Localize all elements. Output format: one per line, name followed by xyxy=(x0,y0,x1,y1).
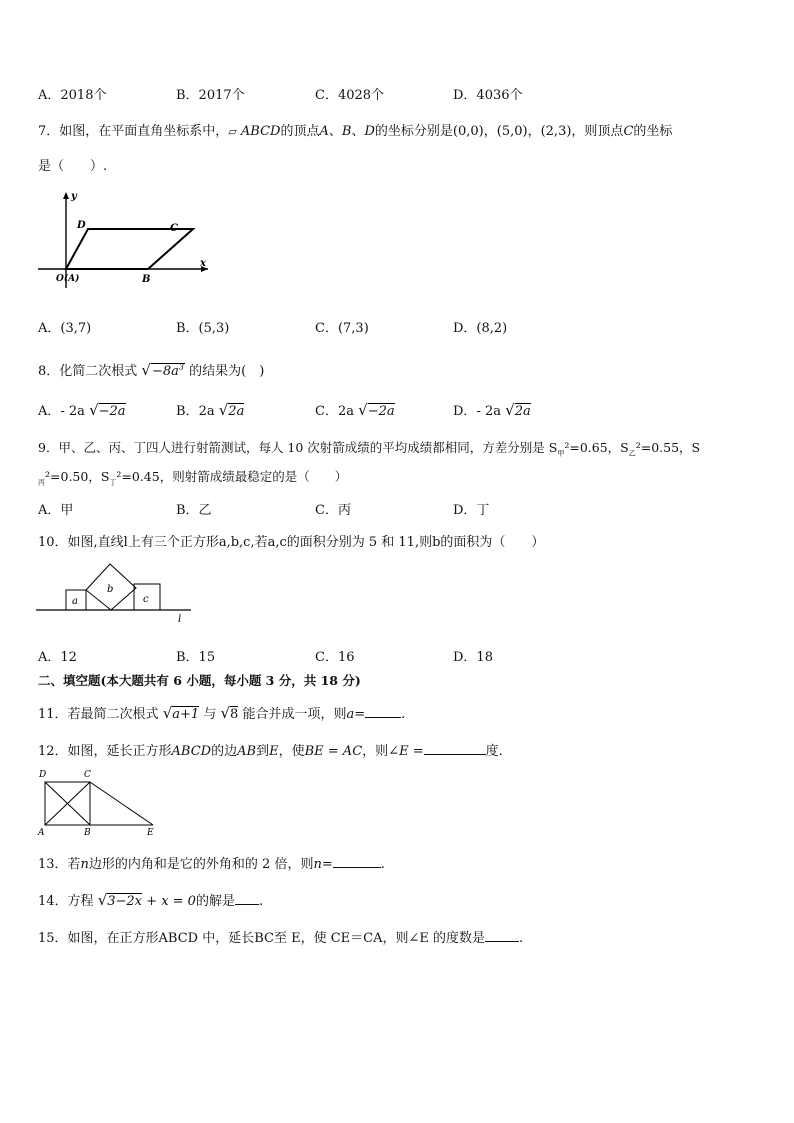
q14-pre: 14．方程 xyxy=(38,894,94,909)
q6-option-c: C．4028个 xyxy=(315,88,385,103)
q12-mid5: = xyxy=(408,744,424,759)
q12-label-c: C xyxy=(84,770,91,780)
q13-n2: n xyxy=(313,857,322,872)
q10-option-c: C．16 xyxy=(315,650,355,665)
q8-c-radicand: −2a xyxy=(367,404,395,419)
q8-b-coef: 2a xyxy=(198,404,215,419)
q7-label-d: D xyxy=(77,220,86,231)
q12-segment: AB xyxy=(237,744,257,759)
q11-mid: 与 xyxy=(203,707,217,722)
q13-n: n xyxy=(80,857,89,872)
q12-pre: 12．如图，延长正方形 xyxy=(38,744,172,759)
question-11: 11．若最简二次根式 √a+1 与 √8 能合并成一项，则a= . xyxy=(38,704,406,722)
q10-option-d: D．18 xyxy=(453,650,493,665)
q12-label-a: A xyxy=(38,828,45,838)
q7-label-o: O(A) xyxy=(56,274,80,284)
q12-point-e: E xyxy=(269,744,279,759)
q11-radicand-2: 8 xyxy=(230,707,239,722)
q7-coord2: (5,0) xyxy=(496,124,528,139)
q8-b-letter: B． xyxy=(176,404,199,419)
q13-pre: 13．若 xyxy=(38,857,81,872)
q7-coord3: (2,3) xyxy=(540,124,572,139)
q8-d-letter: D． xyxy=(453,404,477,419)
q12-angle-e: E xyxy=(399,744,409,759)
q7-label-b: B xyxy=(142,274,151,285)
q12-label-b: B xyxy=(84,828,91,838)
q7-mid: 的顶点 xyxy=(280,124,320,139)
q8-radical: $√-8a^3$ xyxy=(141,361,184,379)
q8-c-coef: 2a xyxy=(337,404,354,419)
q7-option-b: B．(5,3) xyxy=(176,321,230,336)
q8-b-radicand: 2a xyxy=(228,404,245,419)
q12-mid3: ，使 xyxy=(278,744,305,759)
question-7-line2: 是（ ）. xyxy=(38,159,108,174)
q7-y-axis-label: y xyxy=(71,191,77,202)
q8-option-d: D．- 2a √2a xyxy=(453,401,531,419)
q14-post-a: 的解是 xyxy=(195,894,235,909)
q9-option-d: D．丁 xyxy=(453,503,490,518)
q13-mid: 边形的内角和是它的外角和的 2 倍，则 xyxy=(88,857,314,872)
q7-comma1: ， xyxy=(483,124,497,139)
q6-option-b: B．2017个 xyxy=(176,88,245,103)
section-2-title: 二、填空题(本大题共有 6 小题，每小题 3 分，共 18 分) xyxy=(38,673,361,688)
q7-point-c: C xyxy=(623,124,634,139)
q9-text-c: ²=0.55，S xyxy=(635,440,701,455)
q13-post: . xyxy=(380,857,385,872)
q7-post-pre: ，则顶点 xyxy=(571,124,624,139)
q14-equation-rest: + x = 0 xyxy=(146,894,196,909)
q13-eq: = xyxy=(321,857,333,872)
q10-option-b: B．15 xyxy=(176,650,216,665)
q8-d-coef: - 2a xyxy=(476,404,501,419)
q7-option-c: C．(7,3) xyxy=(315,321,369,336)
q12-mid2: 到 xyxy=(256,744,270,759)
q7-option-d: D．(8,2) xyxy=(453,321,508,336)
q9-option-b: B．乙 xyxy=(176,503,212,518)
q12-square-figure xyxy=(36,767,166,839)
q9-sub-bing: 丙 xyxy=(38,478,45,487)
question-12 xyxy=(38,740,503,759)
q9-option-a: A．甲 xyxy=(38,503,74,518)
q8-option-a: A．- 2a √−2a xyxy=(38,401,126,419)
q10-label-b: b xyxy=(107,584,114,595)
q11-post-c: . xyxy=(401,707,406,722)
q12-square-name: ABCD xyxy=(171,744,212,759)
q11-post-a: 能合并成一项，则 xyxy=(242,707,347,722)
parallelogram-symbol: ▱ xyxy=(228,125,237,138)
question-15 xyxy=(38,927,523,946)
q7-pre: 7．如图，在平面直角坐标系中， xyxy=(38,124,229,139)
q11-answer-blank xyxy=(365,705,401,718)
question-9-line2 xyxy=(38,467,347,488)
q7-point-d: D xyxy=(364,124,375,139)
q8-c-letter: C． xyxy=(315,404,338,419)
q12-mid1: 的边 xyxy=(211,744,238,759)
q14-answer-blank xyxy=(235,892,259,905)
question-9-line1 xyxy=(38,438,700,459)
q7-sep2: 、 xyxy=(351,124,365,139)
q8-radicand: −8a xyxy=(151,364,179,379)
q14-post-b: . xyxy=(258,894,264,909)
q12-post: 度. xyxy=(485,744,503,759)
q8-a-letter: A． xyxy=(38,404,61,419)
q12-answer-blank xyxy=(424,742,486,755)
q12-label-d: D xyxy=(39,770,47,780)
q8-a-radicand: −2a xyxy=(98,404,126,419)
q11-post-b: = xyxy=(354,707,366,722)
q7-x-axis-label: x xyxy=(200,258,206,269)
q9-option-c: C．丙 xyxy=(315,503,351,518)
question-13 xyxy=(38,853,385,872)
q7-point-a: A xyxy=(319,124,329,139)
q12-label-e: E xyxy=(147,828,154,838)
q7-coordinate-figure xyxy=(30,188,220,288)
question-7-line1 xyxy=(38,120,672,139)
q8-a-coef: - 2a xyxy=(60,404,85,419)
q6-option-d: D．4036个 xyxy=(453,88,523,103)
q10-option-a: A．12 xyxy=(38,650,77,665)
q9-sub-ding: 丁 xyxy=(109,478,117,487)
q9-text-a: 9．甲、乙、丙、丁四人进行射箭测试，每人 10 次射箭成绩的平均成绩都相同，方差分别是 S xyxy=(38,440,558,455)
q11-variable: a xyxy=(346,707,355,722)
q8-d-radicand: 2a xyxy=(514,404,531,419)
q13-answer-blank xyxy=(333,855,381,868)
q9-sub-yi: 乙 xyxy=(628,449,636,458)
q8-exponent: 3 xyxy=(178,362,184,372)
q15-text: 15．如图，在正方形ABCD 中，延长BC至 E，使 CE＝CA，则∠E 的度数是 xyxy=(38,931,486,946)
q8-post: 的结果为( ) xyxy=(189,364,265,379)
q8-pre: 8．化简二次根式 xyxy=(38,364,138,379)
q7-sep1: 、 xyxy=(328,124,342,139)
q9-sub-jia: 甲 xyxy=(557,449,565,458)
q8-option-b: B．2a √2a xyxy=(176,401,245,419)
q15-post: . xyxy=(519,931,524,946)
q7-point-b: B xyxy=(341,124,352,139)
q10-label-a: a xyxy=(72,596,78,607)
q10-squares-figure xyxy=(36,560,196,628)
q7-option-a: A．(3,7) xyxy=(38,321,92,336)
q14-radicand: 3−2x xyxy=(107,894,143,909)
q10-label-l: l xyxy=(178,614,182,625)
q12-equation: BE = AC xyxy=(304,744,363,759)
q7-mid2: 的坐标分别是 xyxy=(374,124,453,139)
q11-radicand-1: a+1 xyxy=(172,707,200,722)
q15-answer-blank xyxy=(485,929,519,942)
q9-text-b: ²=0.65，S xyxy=(564,440,629,455)
q12-mid4: ，则∠ xyxy=(362,744,400,759)
q7-post: 的坐标 xyxy=(633,124,673,139)
q11-pre: 11．若最简二次根式 xyxy=(38,707,159,722)
question-8 xyxy=(38,360,264,379)
question-14: 14．方程 √3−2x + x = 0的解是 . xyxy=(38,891,264,909)
q10-label-c: c xyxy=(143,594,149,605)
q7-shape-name: ABCD xyxy=(240,124,281,139)
q8-option-c: C．2a √−2a xyxy=(315,401,395,419)
question-10: 10．如图,直线l上有三个正方形a,b,c,若a,c的面积分别为 5 和 11,则b的面积为（ ） xyxy=(38,535,545,550)
q9-text-d: ²=0.50，S xyxy=(45,469,110,484)
q7-coord1: (0,0) xyxy=(452,124,484,139)
q9-text-e: ²=0.45，则射箭成绩最稳定的是（ ） xyxy=(116,469,348,484)
q7-label-c: C xyxy=(170,223,178,234)
q7-comma2: ， xyxy=(527,124,541,139)
q6-option-a: A．2018个 xyxy=(38,88,107,103)
